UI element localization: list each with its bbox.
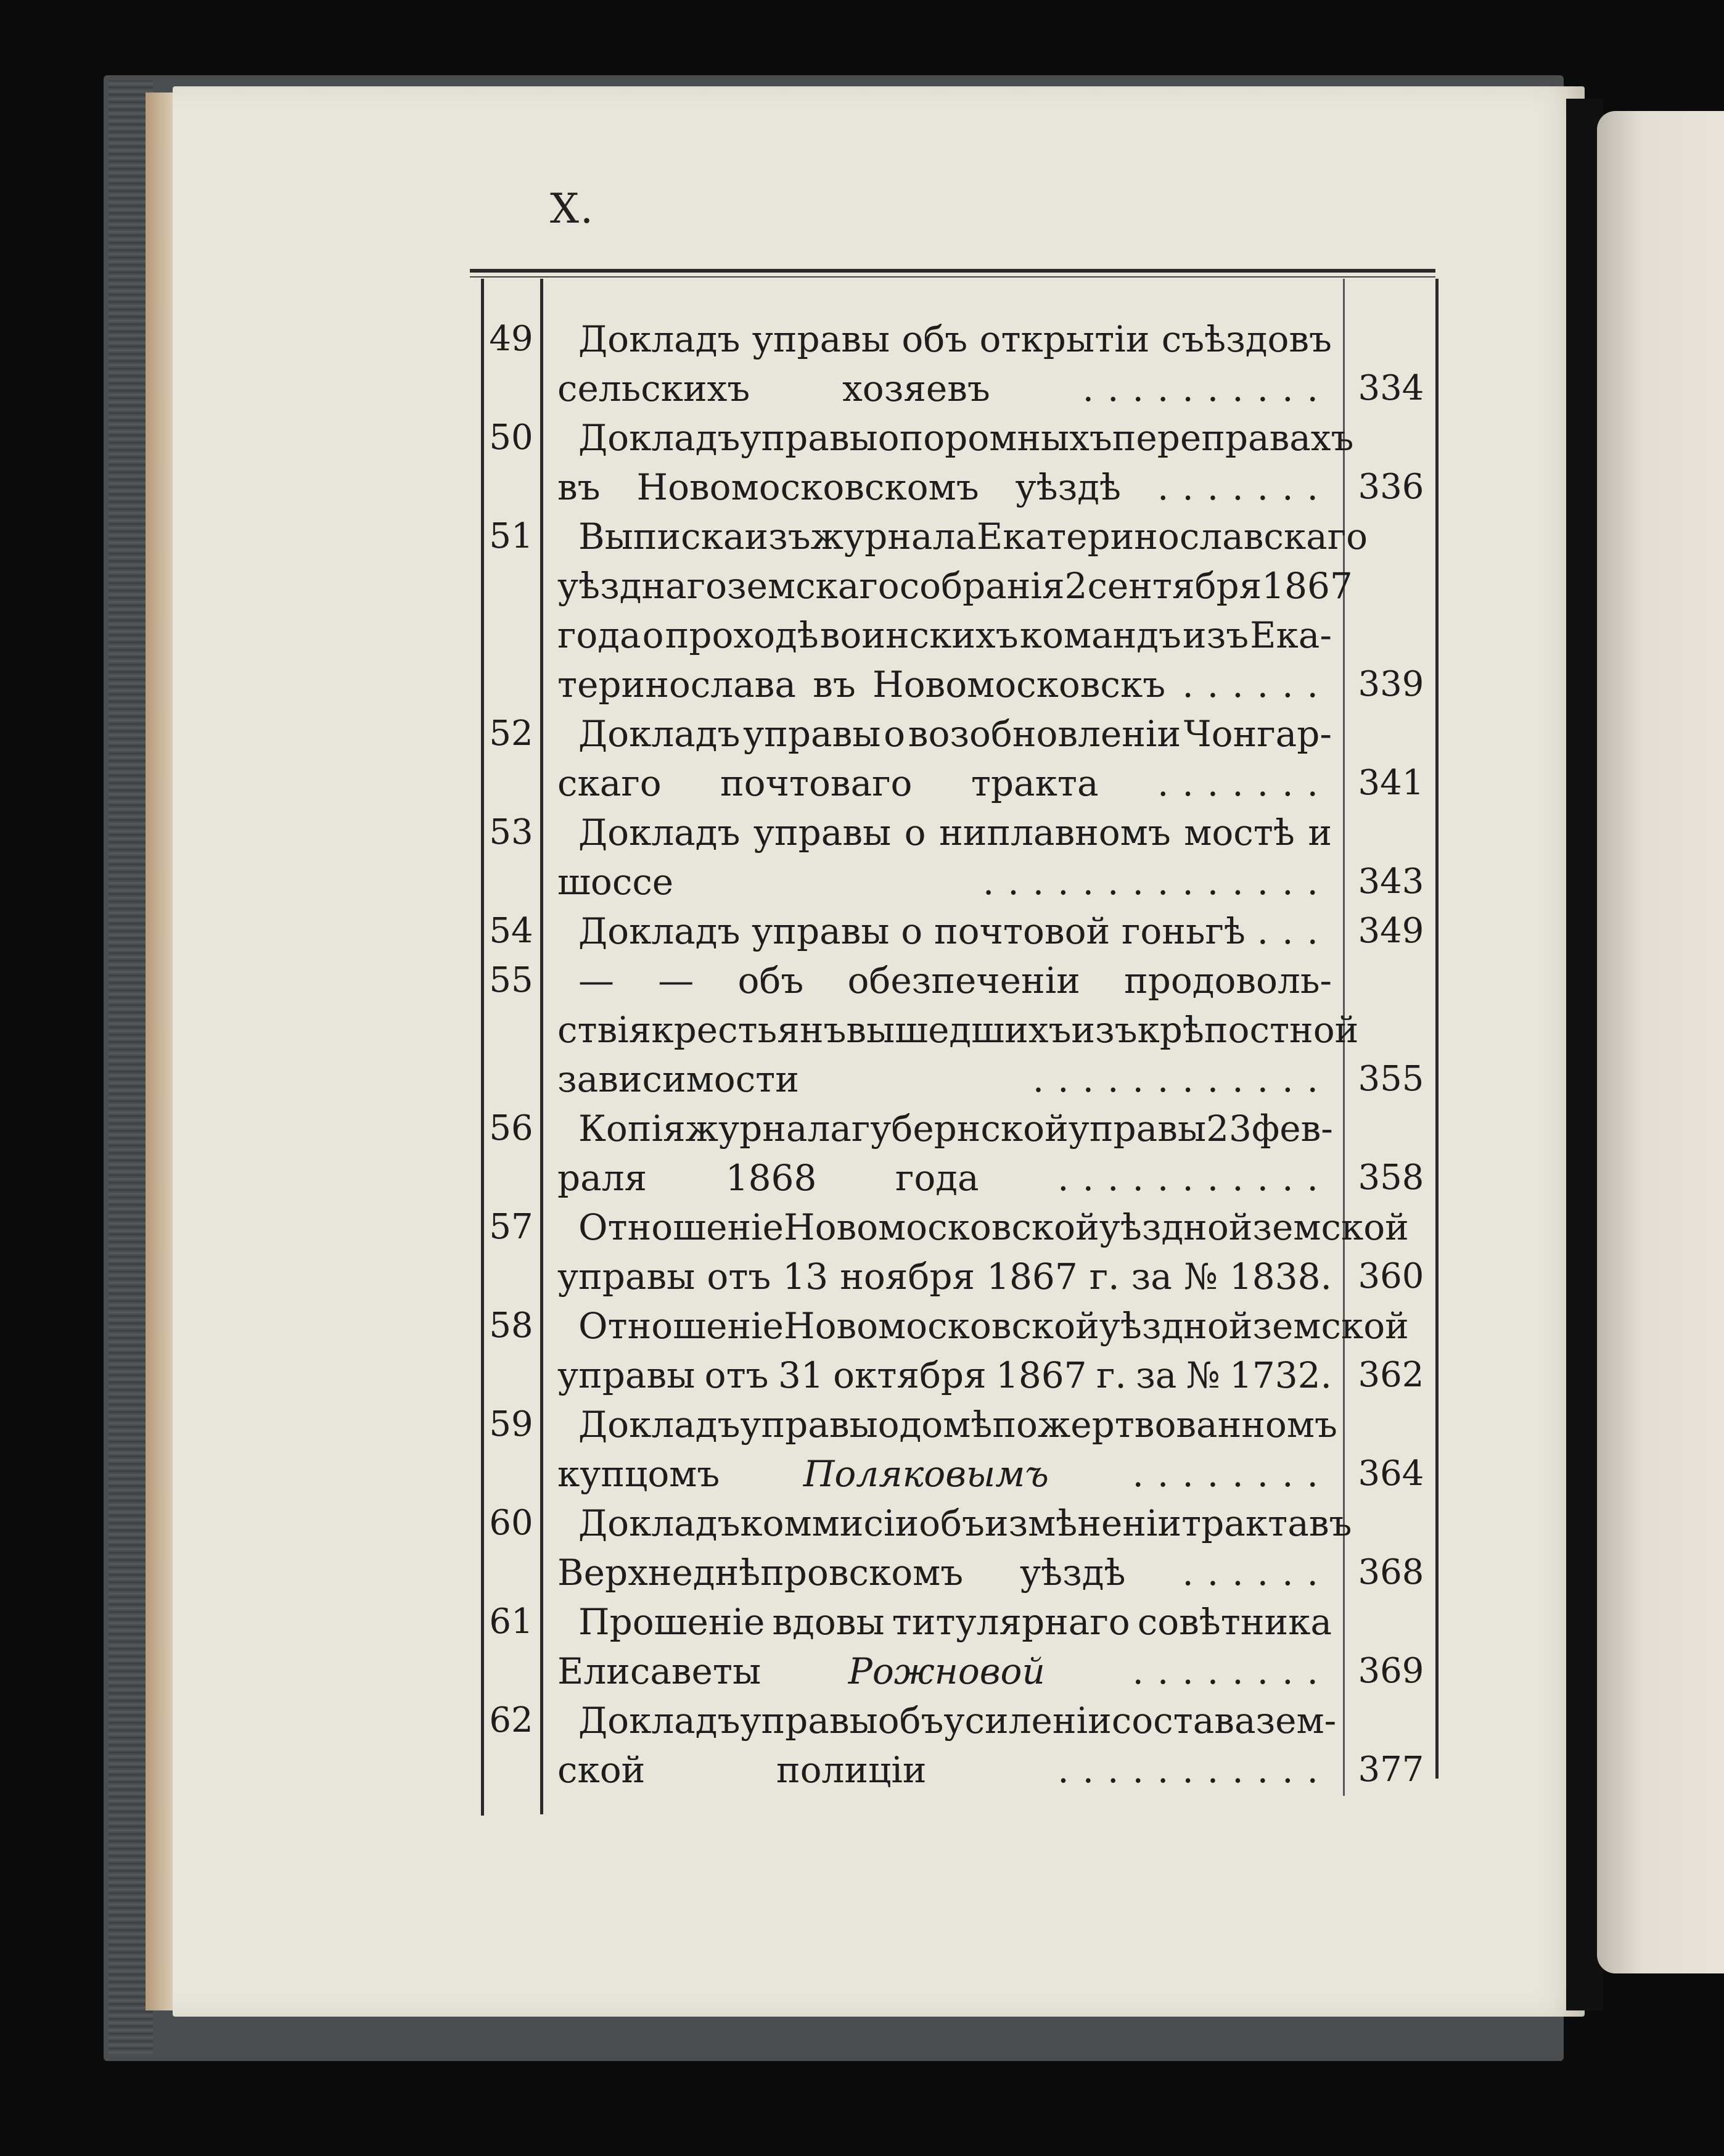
entry-number: 52 xyxy=(489,714,533,754)
entry-title-line: сельскихъ хозяевъ .......... xyxy=(557,368,1332,409)
entry-title-line: Докладъ управы о домѣ пожертвованномъ xyxy=(578,1404,1337,1446)
entry-title-line: уѣзднаго земскаго собранія 2 сентября 1867 xyxy=(557,565,1353,607)
entry-title-line: Выписка изъ журнала Екатеринославскаго xyxy=(578,516,1368,558)
entry-title-line: Отношеніе Новомосковской уѣздной земской xyxy=(578,1206,1409,1248)
entry-title-line: купцомъ Поляковымъ ........ xyxy=(557,1453,1332,1495)
entry-page-number: 343 xyxy=(1358,862,1424,902)
entry-page-number: 369 xyxy=(1358,1651,1424,1691)
entry-title-line: зависимости ............ xyxy=(557,1058,1332,1100)
entry-number: 49 xyxy=(489,319,533,359)
entry-title-line: Елисаветы Рожновой ........ xyxy=(557,1650,1332,1692)
entry-page-number: 362 xyxy=(1358,1355,1424,1395)
entry-title-line: скаго почтоваго тракта ....... xyxy=(557,762,1332,804)
entry-title-line: управы отъ 13 ноября 1867 г. за № 1838. xyxy=(557,1256,1332,1298)
entry-number: 62 xyxy=(489,1700,533,1740)
entry-title-line: Докладъ управы о поромныхъ переправахъ xyxy=(578,417,1354,459)
entry-title-line: шоссе .............. xyxy=(557,861,1332,903)
entry-number: 58 xyxy=(489,1306,533,1346)
entry-number: 51 xyxy=(489,516,533,556)
entry-title-line: раля 1868 года ........... xyxy=(557,1157,1332,1199)
entry-title-line: ской полиціи ........... xyxy=(557,1749,1332,1791)
entry-title-line: Прошеніе вдовы титулярнаго совѣтника xyxy=(578,1601,1332,1643)
entry-title-line: Докладъ управы объ открытіи съѣздовъ xyxy=(578,318,1332,360)
entry-number: 50 xyxy=(489,418,533,458)
entry-page-number: 360 xyxy=(1358,1256,1424,1296)
entry-number: 54 xyxy=(489,911,533,951)
entry-page-number: 358 xyxy=(1358,1158,1424,1198)
entry-page-number: 355 xyxy=(1358,1059,1424,1099)
page-number: X. xyxy=(550,185,594,232)
entry-title-line: управы отъ 31 октября 1867 г. за № 1732. xyxy=(557,1354,1332,1396)
entry-number: 61 xyxy=(489,1602,533,1642)
entry-page-number: 339 xyxy=(1358,664,1424,704)
entry-title-line: Докладъ управы о возобновленіи Чонгар- xyxy=(578,713,1332,755)
entry-title-line: теринослава въ Новомосковскъ ...... xyxy=(557,664,1332,706)
entry-title-line: ствія крестьянъ вышедшихъ изъ крѣпостной xyxy=(557,1009,1359,1051)
entry-number: 57 xyxy=(489,1207,533,1247)
entry-title-line: въ Новомосковскомъ уѣздѣ ....... xyxy=(557,466,1332,508)
entry-page-number: 349 xyxy=(1358,911,1424,951)
entry-page-number: 364 xyxy=(1358,1454,1424,1494)
entry-title-line: Докладъ коммисіи объ измѣненіи тракта въ xyxy=(578,1502,1352,1544)
entry-page-number: 334 xyxy=(1358,368,1424,408)
entry-number: 56 xyxy=(489,1108,533,1148)
entry-number: 59 xyxy=(489,1404,533,1444)
entry-title-line: Докладъ управы объ усиленіи состава зем- xyxy=(578,1700,1337,1742)
entry-title-line: года о проходѣ воинскихъ командъ изъ Ека- xyxy=(557,614,1332,656)
entry-page-number: 336 xyxy=(1358,467,1424,507)
entry-page-number: 377 xyxy=(1358,1750,1424,1790)
entry-title-line: Отношеніе Новомосковской уѣздной земской xyxy=(578,1305,1409,1347)
entry-title-line: — — объ обезпеченіи продоволь- xyxy=(578,960,1332,1002)
entry-title-line: Верхнеднѣпровскомъ уѣздѣ ...... xyxy=(557,1552,1332,1594)
entry-title-line: Копія журнала губернской управы 23 фев- xyxy=(578,1108,1333,1150)
entry-page-number: 341 xyxy=(1358,763,1424,803)
entry-title-line: Докладъ управы о ниплавномъ мостѣ и xyxy=(578,812,1332,854)
entry-title-line: Докладъ управы о почтовой гоньгѣ ... xyxy=(578,910,1332,952)
entry-number: 53 xyxy=(489,812,533,852)
entry-number: 55 xyxy=(489,960,533,1000)
entry-page-number: 368 xyxy=(1358,1552,1424,1592)
table-top-rule xyxy=(470,269,1435,273)
entry-number: 60 xyxy=(489,1503,533,1543)
table-top-rule-thin xyxy=(470,276,1435,278)
